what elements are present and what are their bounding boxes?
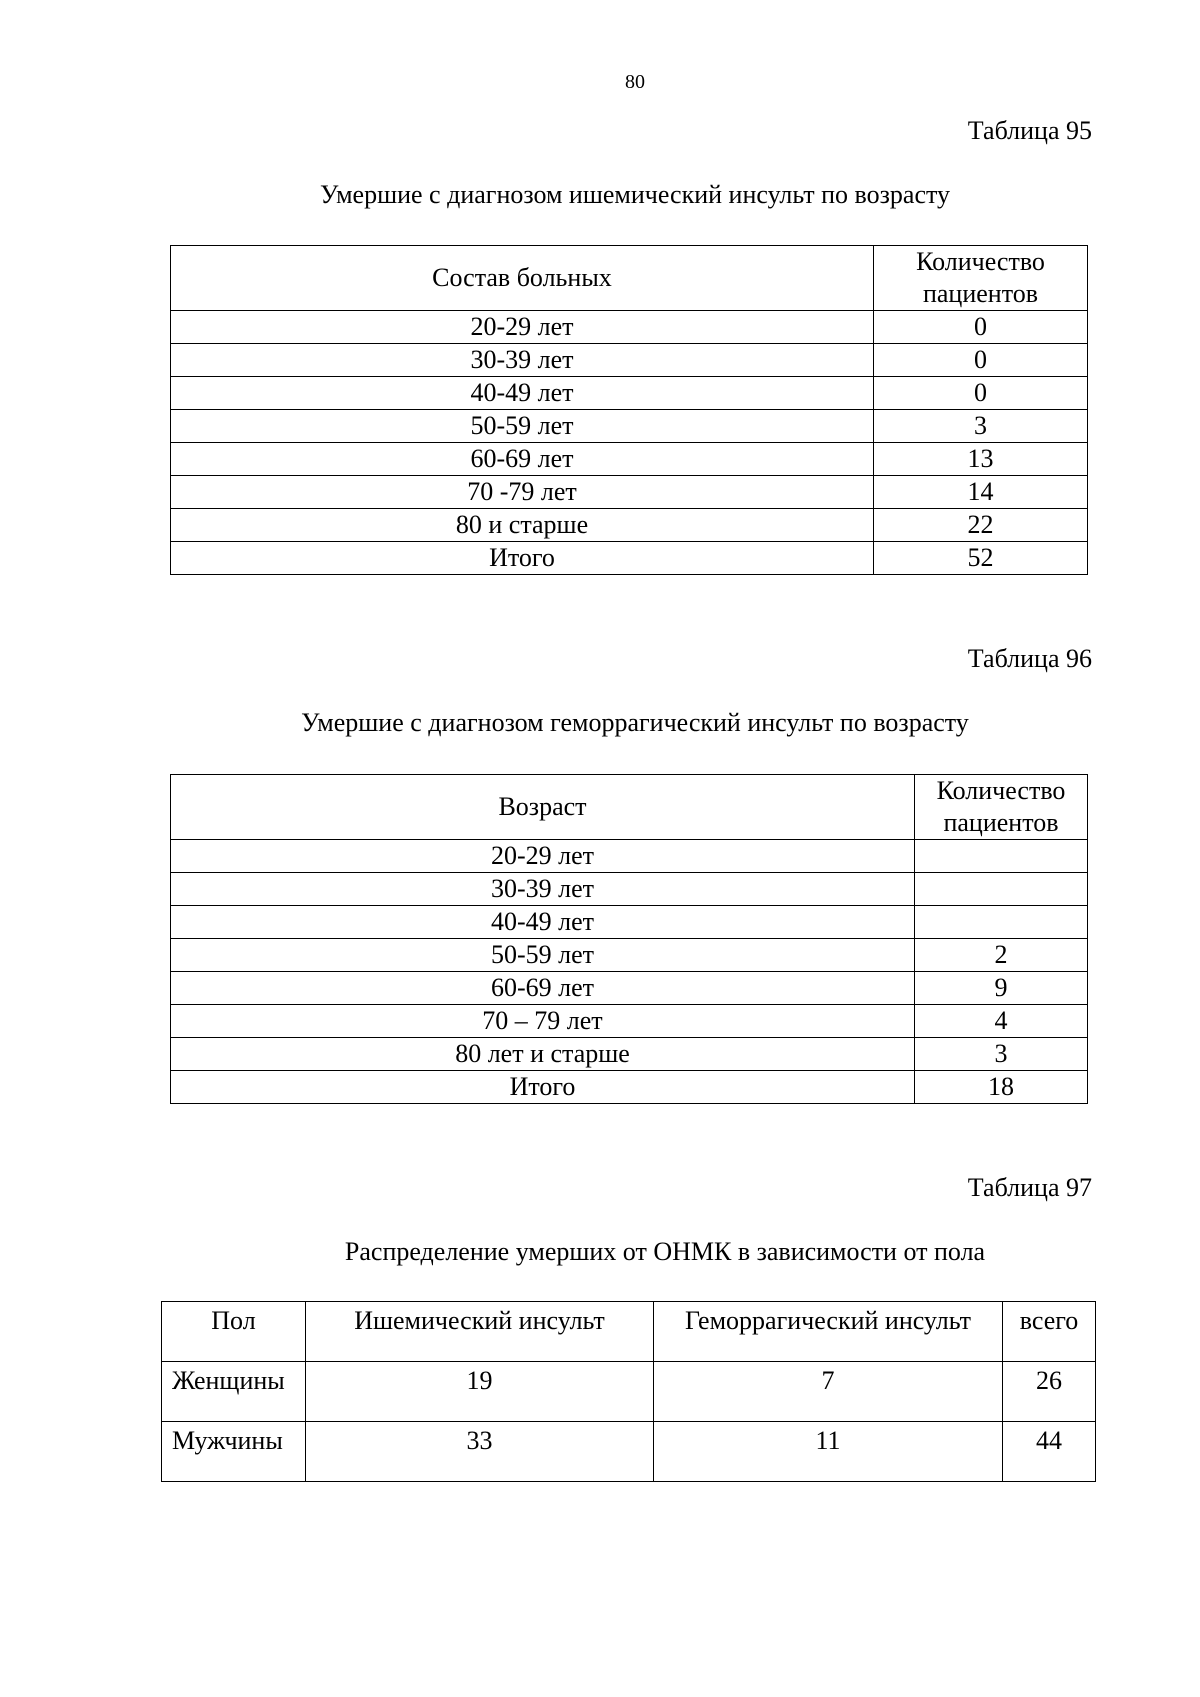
total-label-cell: Итого xyxy=(171,1071,915,1104)
count-cell: 3 xyxy=(874,410,1088,443)
page-number: 80 xyxy=(625,71,645,93)
column-header-count: Количество пациентов xyxy=(874,246,1088,311)
age-group-cell: 80 и старше xyxy=(171,509,874,542)
age-group-cell: 70 -79 лет xyxy=(171,476,874,509)
column-header-total: всего xyxy=(1003,1302,1096,1362)
table-95-title: Умершие с диагнозом ишемический инсульт по возрасту xyxy=(319,180,951,209)
count-cell: 4 xyxy=(915,1005,1088,1038)
ischemic-cell: 19 xyxy=(306,1362,654,1422)
count-cell: 0 xyxy=(874,311,1088,344)
column-header-count: Количество пациентов xyxy=(915,775,1088,840)
table-row xyxy=(171,840,1088,873)
table-97-title: Распределение умерших от ОНМК в зависимости от пола xyxy=(344,1237,986,1266)
table-row xyxy=(171,509,1088,542)
table-96-title: Умершие с диагнозом геморрагический инсульт по возрасту xyxy=(301,708,969,737)
age-group-cell: 70 – 79 лет xyxy=(171,1005,915,1038)
total-cell: 44 xyxy=(1003,1422,1096,1482)
count-cell xyxy=(915,873,1088,906)
table-96 xyxy=(170,774,1088,1104)
column-header-hemorrhagic: Геморрагический инсульт xyxy=(654,1302,1003,1362)
table-row xyxy=(171,1038,1088,1071)
age-group-cell: 30-39 лет xyxy=(171,873,915,906)
column-header-group: Состав больных xyxy=(171,246,874,311)
age-group-cell: 60-69 лет xyxy=(171,443,874,476)
gender-cell: Женщины xyxy=(162,1362,306,1422)
table-row xyxy=(171,873,1088,906)
table-row xyxy=(171,311,1088,344)
table-row xyxy=(162,1422,1096,1482)
age-group-cell: 50-59 лет xyxy=(171,939,915,972)
count-cell: 13 xyxy=(874,443,1088,476)
count-cell xyxy=(915,906,1088,939)
total-label-cell: Итого xyxy=(171,542,874,575)
total-count-cell: 52 xyxy=(874,542,1088,575)
table-row xyxy=(171,1005,1088,1038)
table-row xyxy=(162,1362,1096,1422)
count-cell: 9 xyxy=(915,972,1088,1005)
table-96-label: Таблица 96 xyxy=(967,644,1092,673)
total-row xyxy=(171,1071,1088,1104)
table-row xyxy=(171,410,1088,443)
age-group-cell: 30-39 лет xyxy=(171,344,874,377)
table-row xyxy=(171,906,1088,939)
total-cell: 26 xyxy=(1003,1362,1096,1422)
ischemic-cell: 33 xyxy=(306,1422,654,1482)
column-header-ischemic: Ишемический инсульт xyxy=(306,1302,654,1362)
table-95-label: Таблица 95 xyxy=(967,116,1092,145)
count-cell: 3 xyxy=(915,1038,1088,1071)
age-group-cell: 20-29 лет xyxy=(171,311,874,344)
age-group-cell: 50-59 лет xyxy=(171,410,874,443)
table-row xyxy=(171,476,1088,509)
table-row xyxy=(171,939,1088,972)
age-group-cell: 60-69 лет xyxy=(171,972,915,1005)
table-row xyxy=(171,344,1088,377)
table-row xyxy=(171,443,1088,476)
age-group-cell: 80 лет и старше xyxy=(171,1038,915,1071)
count-cell: 14 xyxy=(874,476,1088,509)
age-group-cell: 40-49 лет xyxy=(171,377,874,410)
hemorrhagic-cell: 7 xyxy=(654,1362,1003,1422)
column-header-age: Возраст xyxy=(171,775,915,840)
table-header-row xyxy=(162,1302,1096,1362)
table-header-row xyxy=(171,246,1088,311)
total-row xyxy=(171,542,1088,575)
age-group-cell: 20-29 лет xyxy=(171,840,915,873)
table-95 xyxy=(170,245,1088,575)
count-cell: 22 xyxy=(874,509,1088,542)
count-cell: 2 xyxy=(915,939,1088,972)
column-header-gender: Пол xyxy=(162,1302,306,1362)
table-97-label: Таблица 97 xyxy=(967,1173,1092,1202)
hemorrhagic-cell: 11 xyxy=(654,1422,1003,1482)
table-row xyxy=(171,377,1088,410)
age-group-cell: 40-49 лет xyxy=(171,906,915,939)
gender-cell: Мужчины xyxy=(162,1422,306,1482)
count-cell: 0 xyxy=(874,344,1088,377)
count-cell: 0 xyxy=(874,377,1088,410)
table-97 xyxy=(161,1301,1096,1482)
total-count-cell: 18 xyxy=(915,1071,1088,1104)
count-cell xyxy=(915,840,1088,873)
table-header-row xyxy=(171,775,1088,840)
table-row xyxy=(171,972,1088,1005)
